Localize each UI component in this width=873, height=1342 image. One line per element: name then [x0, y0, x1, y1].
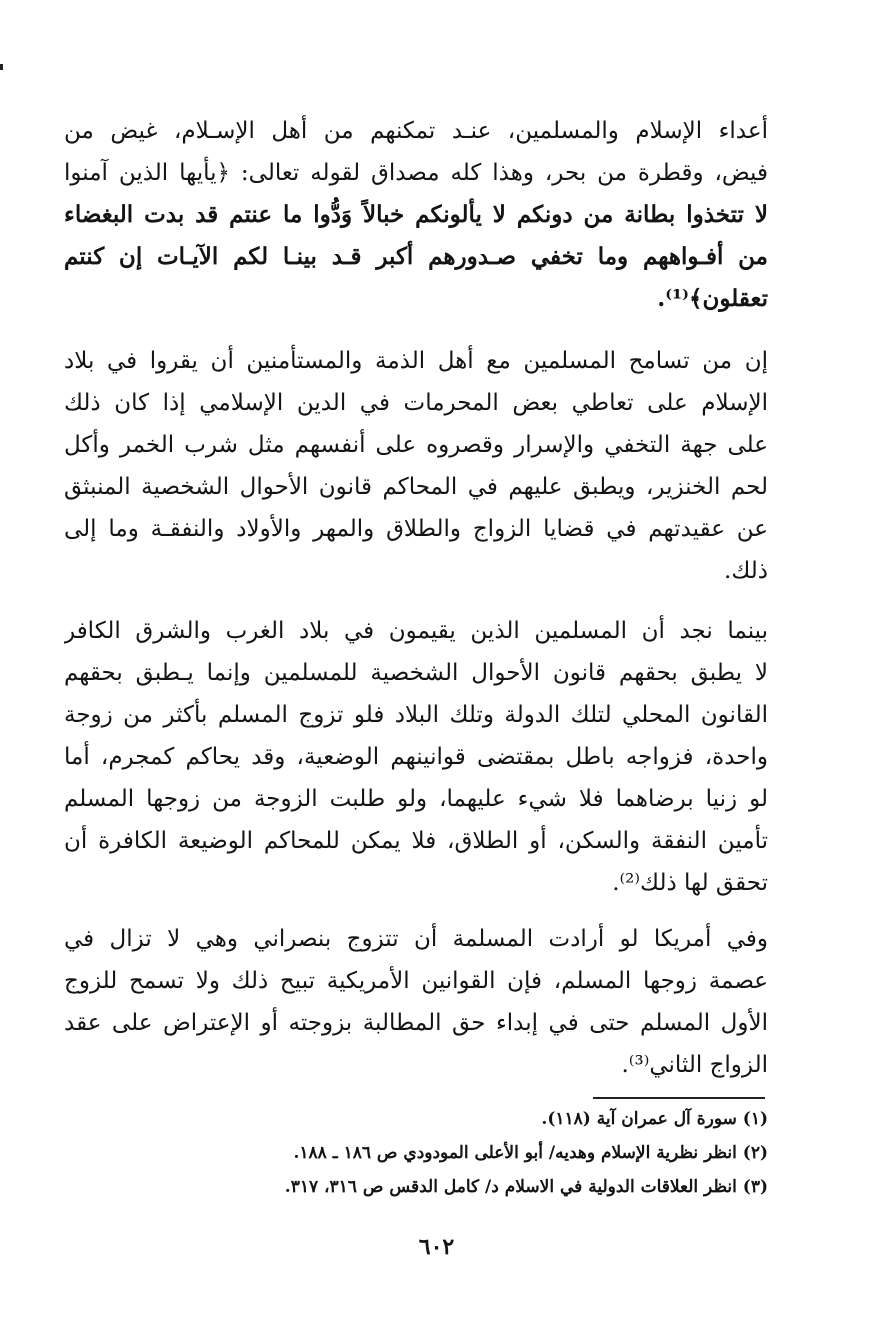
- text-line: وفي أمريكا لو أرادت المسلمة أن تتزوج بنصراني وهي لا تزال في: [64, 926, 768, 952]
- footnote-1: (١) سورة آل عمران آية (١١٨).: [541, 1109, 768, 1129]
- footnote-2: (٢) انظر نظرية الإسلام وهديه/ أبو الأعلى المودودي ص ١٨٦ ـ ١٨٨.: [293, 1143, 768, 1163]
- text-line: على جهة التخفي والإسرار وقصروه على أنفسهم مثل شرب الخمر وأكل: [64, 432, 768, 458]
- scan-edge-mark: [0, 64, 3, 70]
- text-line: لحم الخنزير، ويطبق عليهم في المحاكم قانون الأحوال الشخصية المنبثق: [64, 474, 768, 500]
- text-line: لو زنيا برضاهما فلا شيء عليهما، ولو طلبت الزوجة من زوجها المسلم: [64, 786, 768, 812]
- text-line: ذلك.: [724, 558, 768, 584]
- footnote-3: (٣) انظر العلاقات الدولية في الاسلام د/ كامل الدقس ص ٣١٦، ٣١٧.: [284, 1177, 768, 1197]
- text-line: بينما نجد أن المسلمين الذين يقيمون في بلاد الغرب والشرق الكافر: [64, 618, 768, 644]
- footnotes: [220, 1102, 768, 1204]
- text-line: عن عقيدتهم في قضايا الزواج والطلاق والمهر والأولاد والنفقـة وما إلى: [64, 516, 768, 542]
- page-number: ٦٠٢: [418, 1234, 455, 1260]
- paragraph-1: [64, 110, 768, 320]
- text-line: عصمة زوجها المسلم، فإن القوانين الأمريكية تبيح ذلك ولا تسمح للزوج: [64, 968, 768, 994]
- text-line: واحدة، فزواجه باطل بمقتضى قوانينهم الوضعية، وقد يحاكم كمجرم، أما: [64, 744, 768, 770]
- paragraph-4: [64, 918, 768, 1086]
- paragraph-3: [64, 610, 768, 904]
- text-line: لا يطبق بحقهم قانون الأحوال الشخصية للمسلمين وإنما يـطبق بحقهم: [64, 660, 768, 686]
- text-line: إن من تسامح المسلمين مع أهل الذمة والمستأمنين أن يقروا في بلاد: [64, 348, 768, 374]
- text-line: الزواج الثاني⁽³⁾.: [621, 1052, 768, 1078]
- text-line: تأمين النفقة والسكن، أو الطلاق، فلا يمكن للمحاكم الوضيعة الكافرة أن: [64, 828, 768, 854]
- text-line: الأول المسلم حتى في إبداء حق المطالبة بزوجته أو الإعتراض على عقد: [64, 1010, 768, 1036]
- quran-verse-line: لا تتخذوا بطانة من دونكم لا يألونكم خبالاً وَدُّوا ما عنتم قد بدت البغضاء: [64, 201, 768, 228]
- text-line: أعداء الإسلام والمسلمين، عنـد تمكنهم من أهل الإسـلام، غيض من: [64, 118, 768, 144]
- text-line: فيض، وقطرة من بحر، وهذا كله مصداق لقوله تعالى: ﴿يأيها الذين آمنوا: [64, 160, 768, 186]
- quran-verse-line: تعقلون﴾⁽¹⁾.: [657, 285, 768, 312]
- text-line: الإسلام على تعاطي بعض المحرمات في الدين الإسلامي إذا كان ذلك: [64, 390, 768, 416]
- quran-verse-line: من أفـواههم وما تخفي صـدورهم أكبر قـد بينـا لكم الآيـات إن كنتم: [64, 243, 768, 270]
- paragraph-2: [64, 340, 768, 592]
- text-line: تحقق لها ذلك⁽²⁾.: [612, 870, 768, 896]
- footnote-separator: [593, 1097, 765, 1099]
- text-line: القانون المحلي لتلك الدولة وتلك البلاد فلو تزوج المسلم بأكثر من زوجة: [64, 702, 768, 728]
